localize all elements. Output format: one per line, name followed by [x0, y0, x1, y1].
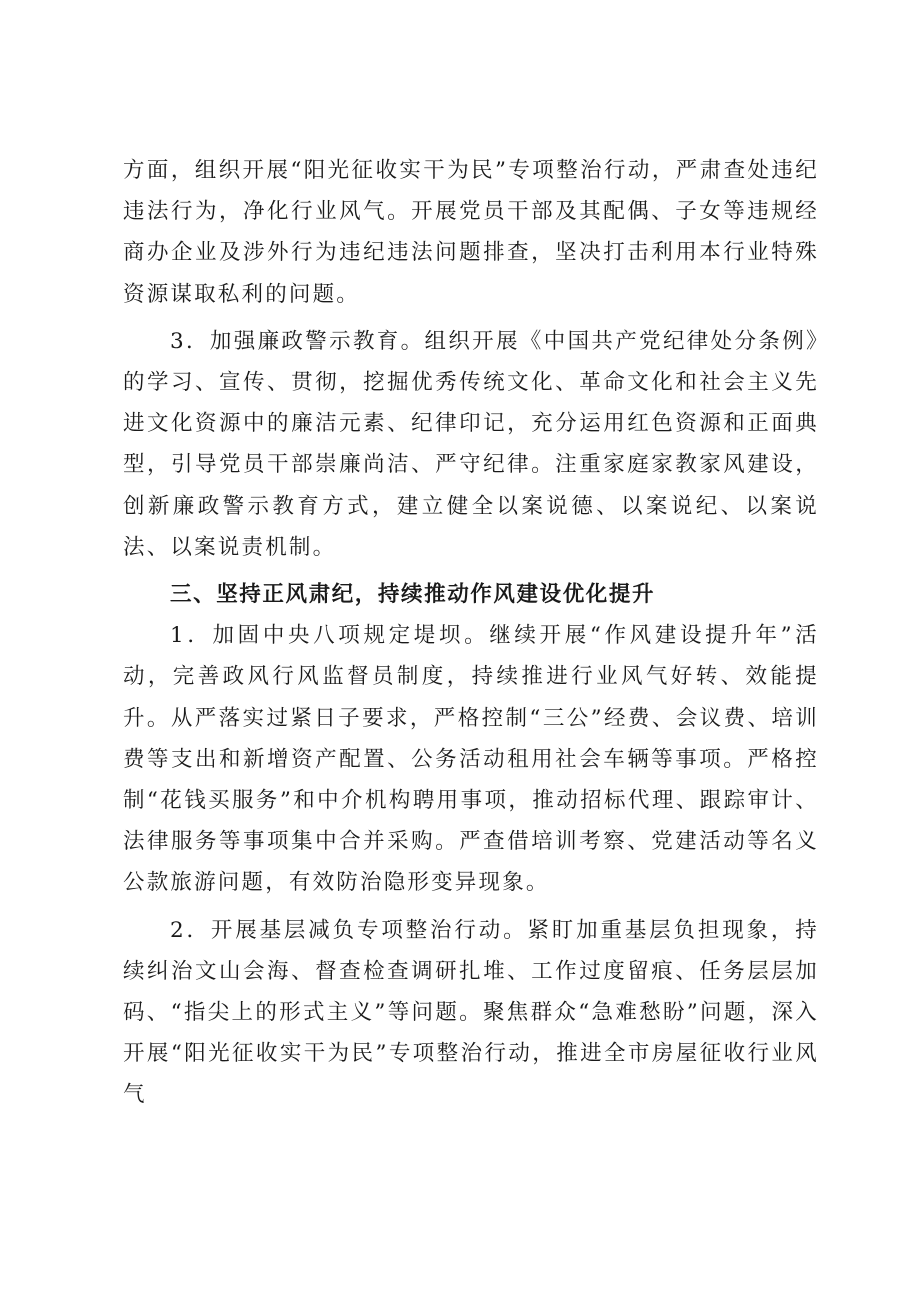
- document-body: [123, 150, 819, 1116]
- paragraph-item-1: 1．加固中央八项规定堤坝。继续开展“作风建设提升年”活动，完善政风行风监督员制度，持续推进行业风气好转、效能提升。从严落实过紧日子要求，严格控制“三公”经费、会议费、培训费等支出和新增资产配置、公务活动租用社会车辆等事项。严格控制“花钱买服务”和中介机构聘用事项，推动招标代理、跟踪审计、法律服务等事项集中合并采购。严查借培训考察、党建活动等名义公款旅游问题，有效防治隐形变异现象。: [123, 623, 819, 896]
- paragraph-item-3: 3．加强廉政警示教育。组织开展《中国共产党纪律处分条例》的学习、宣传、贯彻，挖掘优秀传统文化、革命文化和社会主义先进文化资源中的廉洁元素、纪律印记，充分运用红色资源和正面典型，引导党员干部崇廉尚洁、严守纪律。注重家庭家教家风建设，创新廉政警示教育方式，建立健全以案说德、以案说纪、以案说法、以案说责机制。: [123, 328, 819, 560]
- paragraph-continued: 方面，组织开展“阳光征收实干为民”专项整治行动，严肃查处违纪违法行为，净化行业风气。开展党员干部及其配偶、子女等违规经商办企业及涉外行为违纪违法问题排查，坚决打击利用本行业特殊资源谋取私利的问题。: [123, 158, 819, 307]
- section-heading: 三、坚持正风肃纪，持续推动作风建设优化提升: [170, 582, 656, 608]
- paragraph-item-2: 2．开展基层减负专项整治行动。紧盯加重基层负担现象，持续纠治文山会海、督查检查调研扎堆、工作过度留痕、任务层层加码、“指尖上的形式主义”等问题。聚焦群众“急难愁盼”问题，深入开展“阳光征收实干为民”专项整治行动，推进全市房屋征收行业风气: [123, 917, 819, 1108]
